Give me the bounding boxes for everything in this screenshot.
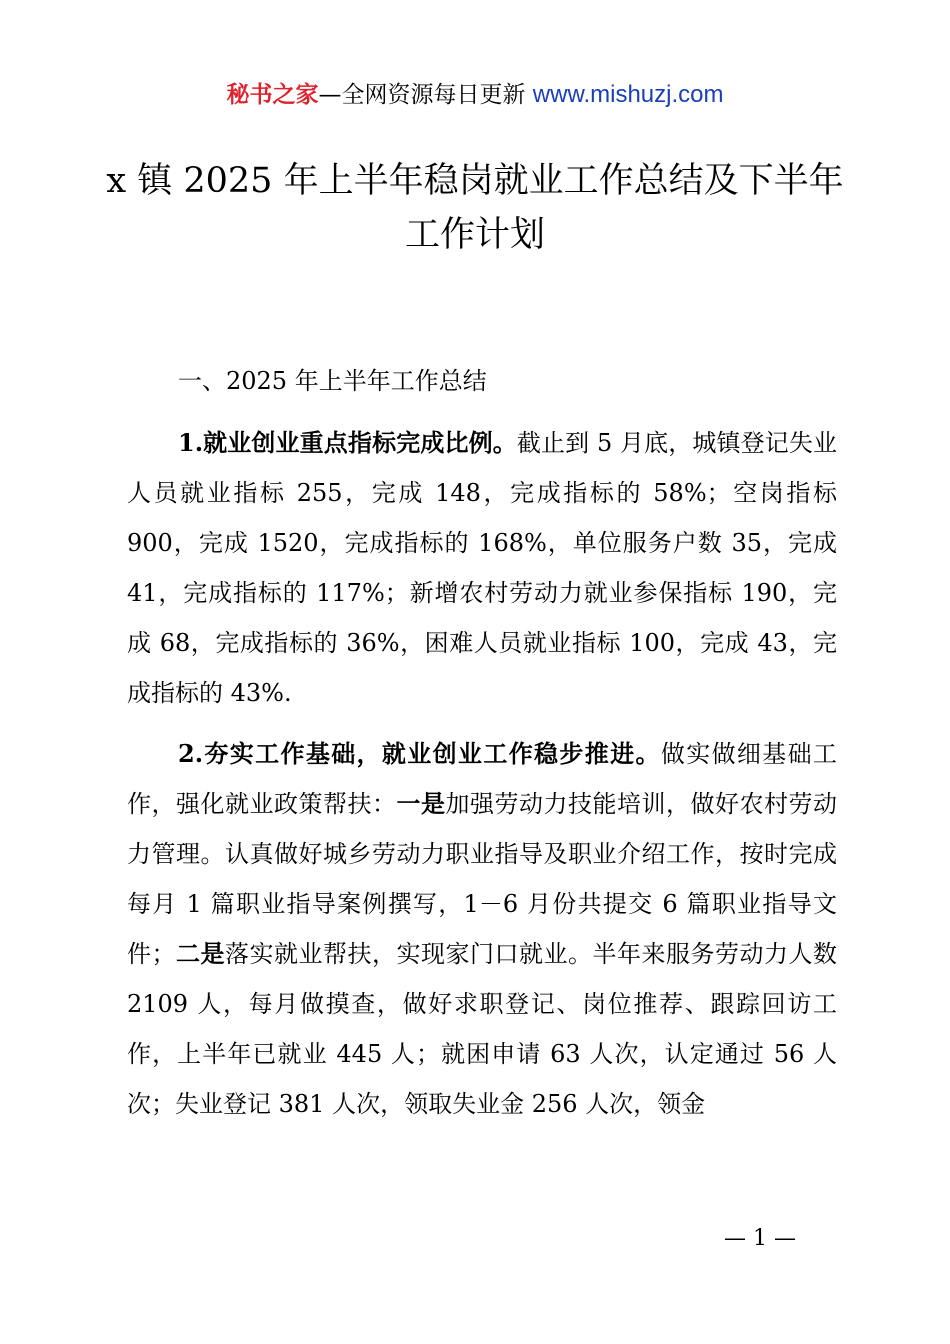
document-title: x 镇 2025 年上半年稳岗就业工作总结及下半年工作计划	[106, 161, 844, 255]
brand-name: 秘书之家	[226, 82, 319, 108]
paragraph-lead: 2.夯实工作基础，就业创业工作稳步推进。	[178, 739, 661, 768]
list-marker: 二是	[175, 939, 225, 968]
list-marker: 一是	[396, 789, 446, 818]
paragraph-indicators	[127, 418, 837, 718]
paragraph-lead: 1.就业创业重点指标完成比例。	[178, 428, 517, 457]
paragraph-body: 落实就业帮扶，实现家门口就业。半年来服务劳动力人数 2109 人，每月做摸查，做好求职登记、岗位推荐、跟踪回访工作，上半年已就业 445 人；就困申请 63 人次，认定通过 56 人次；失业登记 381 人次，领取失业金 256 人次，领金	[127, 940, 837, 1118]
site-url-link[interactable]: www.mishuzj.com	[532, 81, 724, 108]
paragraph-body: 做实做细基础工作，强化就业政策帮扶：	[127, 740, 838, 818]
paragraph-foundation	[127, 729, 837, 1129]
paragraph-body: 加强劳动力技能培训，做好农村劳动力管理。认真做好城乡劳动力职业指导及职业介绍工作，按时完成每月 1 篇职业指导案例撰写，1－6 月份共提交 6 篇职业指导文件；	[127, 790, 837, 968]
page-number: — 1 —	[724, 1226, 796, 1251]
section-heading: 一、2025 年上半年工作总结	[178, 367, 487, 395]
paragraph-body: 截止到 5 月底，城镇登记失业人员就业指标 255，完成 148，完成指标的 58%；空岗指标 900，完成 1520，完成指标的 168%，单位服务户数 35，完成 41，完成指标的 117%；新增农村劳动力就业参保指标 190，完成 68，完成指标的 36%，困难人员就业指标 100，完成 43，完成指标的 43%.	[127, 429, 837, 707]
banner-slogan: —全网资源每日更新	[318, 82, 533, 108]
site-banner	[0, 78, 950, 112]
